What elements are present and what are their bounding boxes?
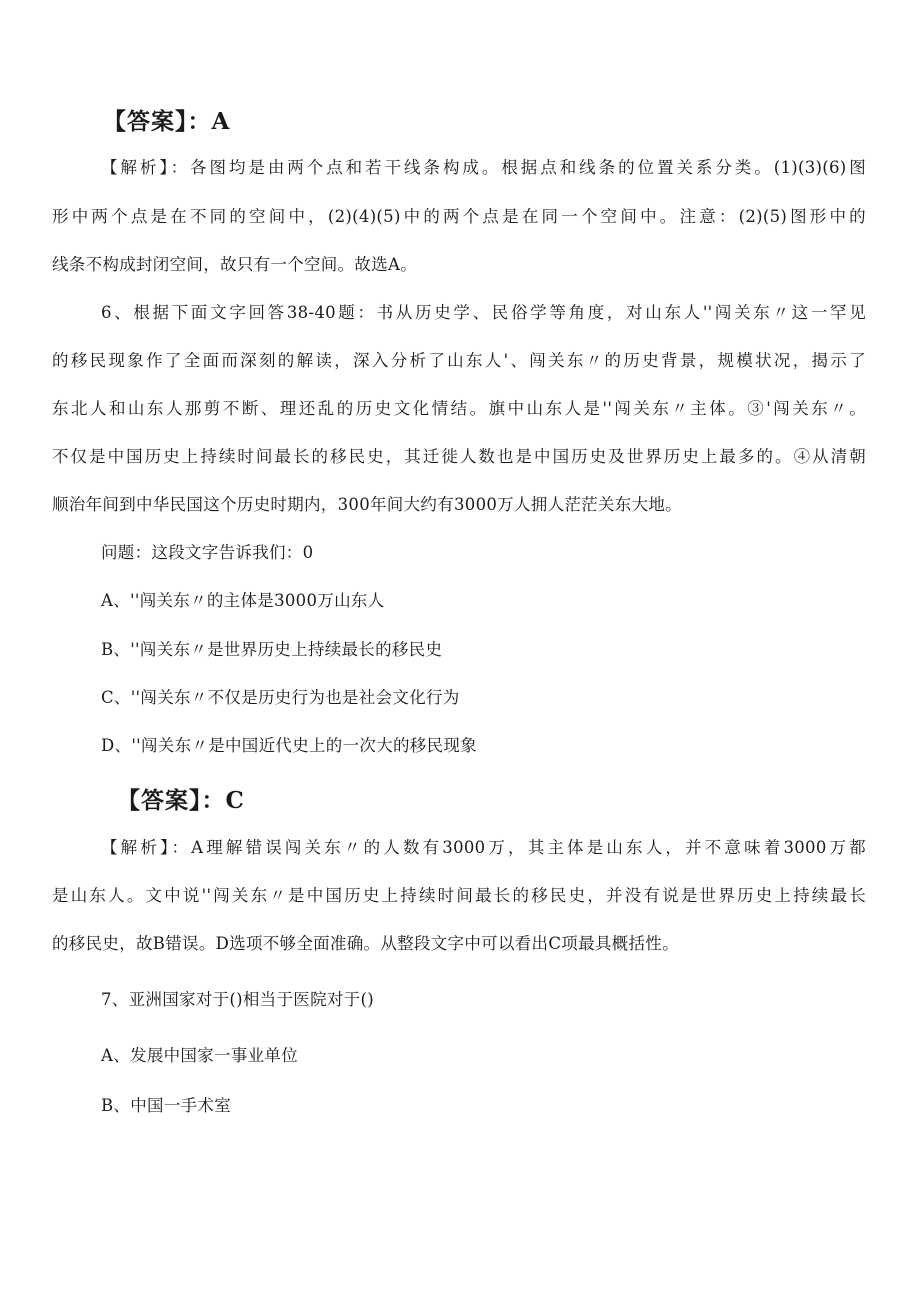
explanation-line-q5-2: 形中两个点是在不同的空间中，(2)(4)(5)中的两个点是在同一个空间中。注意：(2)(5)图形中的 [52, 207, 866, 226]
passage-line-2: 的移民现象作了全面而深刻的解读，深入分析了山东人'、闯关东〃的历史背景，规模状况，揭示了 [52, 351, 866, 370]
explanation-line-q6-1: 【解析】：A理解错误闯关东〃的人数有3000万，其主体是山东人，并不意味着3000万都 [101, 838, 866, 857]
explanation-line-q6-3: 的移民史，故B错误。D选项不够全面准确。从整段文字中可以看出C项最具概括性。 [52, 934, 679, 953]
passage-line-3: 东北人和山东人那剪不断、理还乱的历史文化情结。旗中山东人是''闯关东〃主体。③'闯关东〃。 [52, 399, 866, 418]
option-q7-a: A、发展中国家一事业单位 [101, 1046, 299, 1065]
question-q7: 7、亚洲国家对于()相当于医院对于() [101, 990, 374, 1009]
passage-line-4: 不仅是中国历史上持续时间最长的移民史，其迁徙人数也是中国历史及世界历史上最多的。④从清朝 [52, 447, 866, 466]
option-q6-d: D、''闯关东〃是中国近代史上的一次大的移民现象 [101, 736, 478, 755]
passage-line-5: 顺治年间到中华民国这个历史时期内，300年间大约有3000万人拥人茫茫关东大地。 [52, 495, 682, 514]
option-q6-c: C、''闯关东〃不仅是历史行为也是社会文化行为 [101, 688, 460, 707]
option-q6-b: B、''闯关东〃是世界历史上持续最长的移民史 [101, 640, 443, 659]
explanation-line-q5-3: 线条不构成封闭空间，故只有一个空间。故选A。 [52, 255, 418, 274]
question-q6: 问题：这段文字告诉我们：0 [101, 543, 314, 562]
answer-label-q5: 【答案】：A [103, 108, 231, 135]
option-q7-b: B、中国一手术室 [101, 1096, 232, 1115]
passage-line-1: 6、根据下面文字回答38-40题：书从历史学、民俗学等角度，对山东人''闯关东〃这一罕见 [101, 303, 866, 322]
explanation-line-q5-1: 【解析】：各图均是由两个点和若干线条构成。根据点和线条的位置关系分类。(1)(3)(6)图 [101, 158, 866, 177]
explanation-line-q6-2: 是山东人。文中说''闯关东〃是中国历史上持续时间最长的移民史，并没有说是世界历史上持续最长 [52, 886, 866, 905]
answer-label-q6: 【答案】：C [117, 787, 245, 814]
option-q6-a: A、''闯关东〃的主体是3000万山东人 [101, 591, 385, 610]
